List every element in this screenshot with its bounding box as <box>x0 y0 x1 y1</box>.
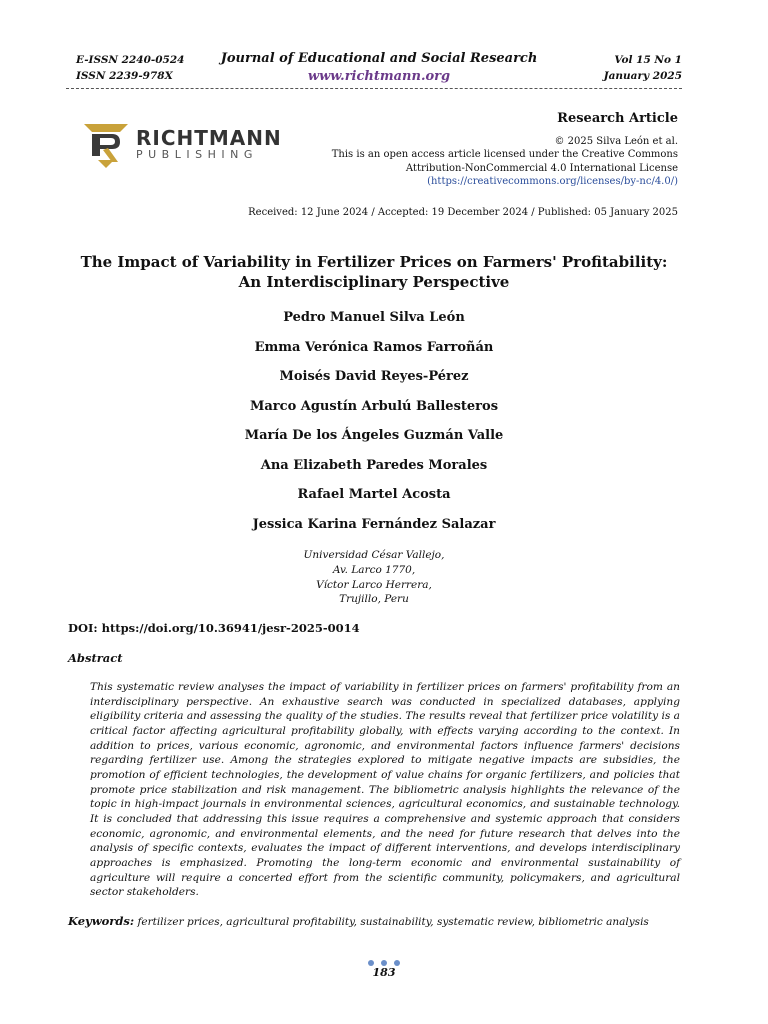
title-line-1: The Impact of Variability in Fertilizer Prices on Farmers' Profitability: <box>80 253 668 271</box>
volume: Vol 15 No 1 <box>614 54 682 66</box>
journal-url[interactable]: www.richtmann.org <box>307 69 451 84</box>
author: Pedro Manuel Silva León <box>283 310 465 325</box>
journal-header <box>76 50 682 90</box>
license-line-2: Attribution-NonCommercial 4.0 International License <box>405 162 678 174</box>
author: Jessica Karina Fernández Salazar <box>252 516 496 532</box>
affiliation-line: Universidad César Vallejo, <box>303 549 445 561</box>
author: Rafael Martel Acosta <box>297 487 451 502</box>
journal-title: Journal of Educational and Social Research <box>220 51 538 66</box>
keywords-text: fertilizer prices, agricultural profitability, sustainability, systematic review, bibliometric analysis <box>134 916 649 928</box>
title-line-2: An Interdisciplinary Perspective <box>238 273 510 291</box>
issue-date: January 2025 <box>603 70 682 82</box>
author: Emma Verónica Ramos Farroñán <box>254 339 494 355</box>
issn: ISSN 2239-978X <box>76 70 173 82</box>
article-title <box>70 252 678 292</box>
eissn: E-ISSN 2240-0524 <box>76 54 185 66</box>
publisher-logo <box>78 114 282 178</box>
affiliation <box>70 548 678 607</box>
page-number: 183 <box>372 966 396 979</box>
logo-word: RICHTMANN <box>136 126 282 150</box>
journal-title-block <box>76 50 682 86</box>
abstract-text: This systematic review analyses the impact of variability in fertilizer prices on farmers' profitability from an interdisciplinary perspective. An exhaustive search was conducted in specialized databases, applying eligibility criteria and assessing the quality of the studies. The results reveal that fertilizer price volatility is a critical factor affecting agricultural profitability globally, with effects varying according to the context. In addition to prices, various economic, agronomic, and environmental factors influence farmers' decisions regarding fertilizer use. Among the strategies explored to mitigate negative impacts are subsidies, the promotion of efficient technologies, the development of value chains for organic fertilizers, and policies that promote price stabilization and risk management. The bibliometric analysis highlights the relevance of the topic in high-impact journals in environmental sciences, agricultural economics, and sustainable technology. It is concluded that addressing this issue requires a comprehensive and systemic approach that considers economic, agronomic, and environmental elements, and the need for future research that delves into the analysis of specific contexts, evaluates the impact of different interventions, and develops interdisciplinary approaches is emphasized. Promoting the long-term economic and environmental sustainability of agriculture will require a concerted effort from the scientific community, policymakers, and agricultural sector stakeholders. <box>90 681 680 899</box>
license-link[interactable]: (https://creativecommons.org/licenses/by-nc/4.0/) <box>427 175 678 187</box>
author: Moisés David Reyes-Pérez <box>279 369 469 384</box>
header-rule <box>66 88 682 89</box>
author: María De los Ángeles Guzmán Valle <box>244 428 504 443</box>
publisher-logo-icon <box>80 118 132 170</box>
keywords-label: Keywords: <box>68 914 135 928</box>
issue-block <box>604 52 682 84</box>
publication-dates: Received: 12 June 2024 / Accepted: 19 December 2024 / Published: 05 January 2025 <box>248 207 678 218</box>
affiliation-line: Trujillo, Peru <box>339 593 409 606</box>
license-line-1: This is an open access article licensed under the Creative Commons <box>331 149 678 161</box>
author-list <box>70 308 678 544</box>
keywords <box>68 914 680 928</box>
affiliation-line: Víctor Larco Herrera, <box>316 578 432 591</box>
article-info <box>318 112 678 188</box>
affiliation-line: Av. Larco 1770, <box>332 563 416 576</box>
author: Ana Elizabeth Paredes Morales <box>260 457 488 473</box>
doi[interactable]: DOI: https://doi.org/10.36941/jesr-2025-0014 <box>68 621 360 635</box>
abstract-heading: Abstract <box>68 651 123 665</box>
logo-sub: PUBLISHING <box>136 148 258 161</box>
author: Marco Agustín Arbulú Ballesteros <box>249 398 499 414</box>
article-type: Research Article <box>557 111 678 126</box>
copyright: © 2025 Silva León et al. <box>554 136 678 148</box>
